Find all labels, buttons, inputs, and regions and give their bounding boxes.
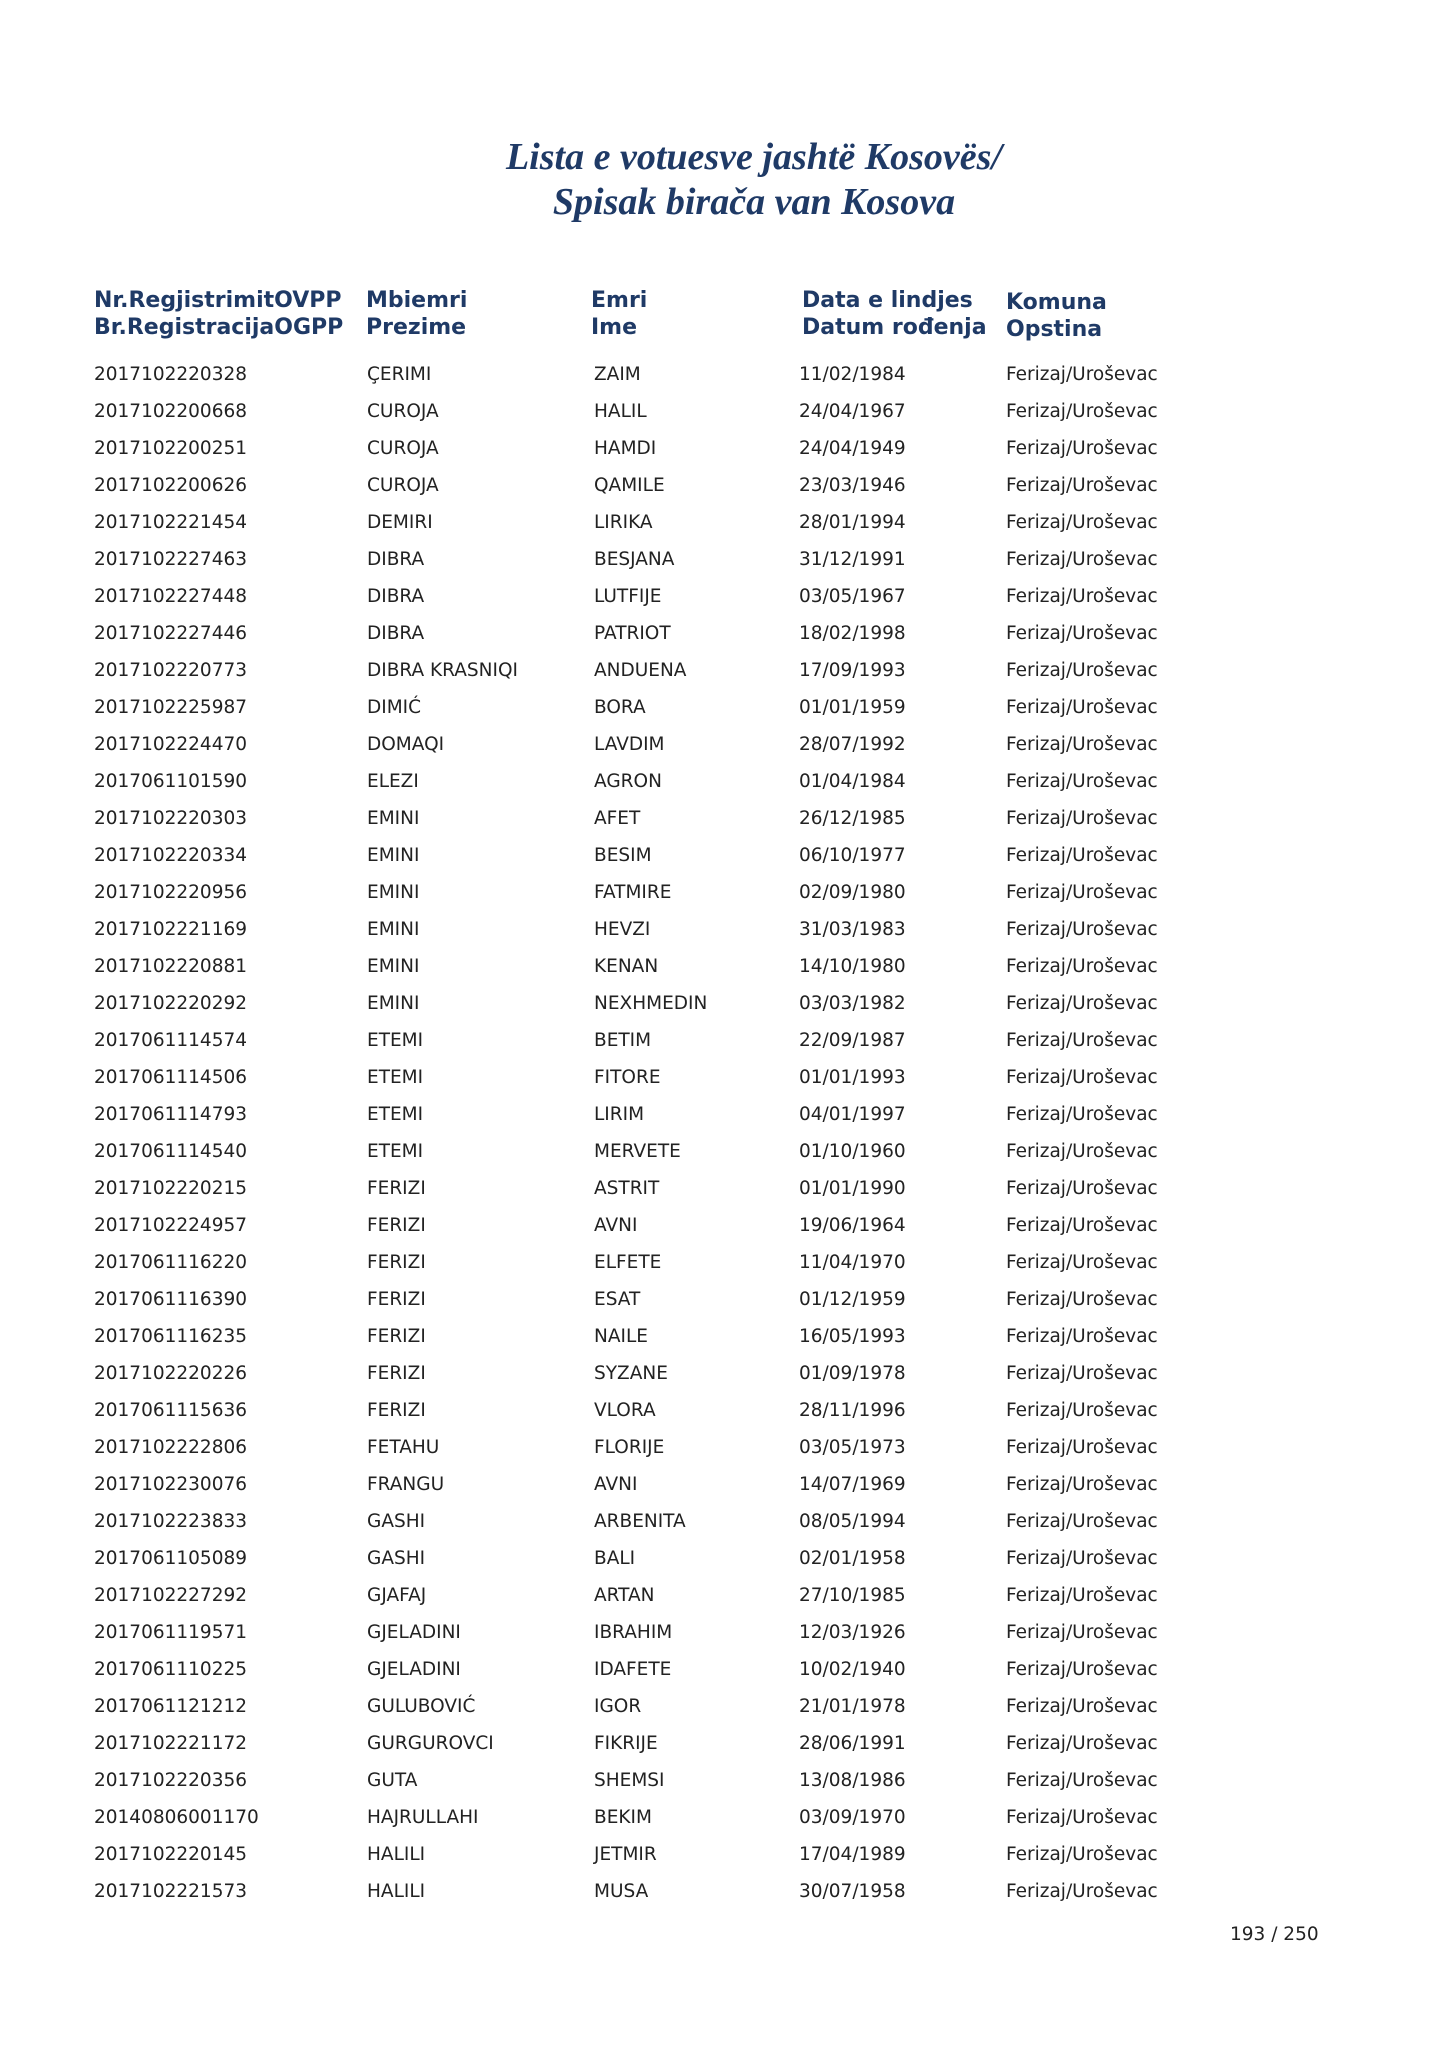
table-row [0, 1102, 1448, 1139]
cell-birth-date: 11/02/1984 [799, 364, 906, 385]
table-row [0, 1435, 1448, 1472]
cell-given-name: NAILE [594, 1326, 648, 1347]
cell-registration-number: 2017102227448 [94, 586, 248, 607]
cell-surname: FERIZI [367, 1400, 426, 1421]
cell-municipality: Ferizaj/Uroševac [1006, 549, 1158, 570]
table-row [0, 1213, 1448, 1250]
cell-municipality: Ferizaj/Uroševac [1006, 1400, 1158, 1421]
cell-municipality: Ferizaj/Uroševac [1006, 1622, 1158, 1643]
cell-birth-date: 31/12/1991 [799, 549, 906, 570]
table-row [0, 1620, 1448, 1657]
cell-birth-date: 02/01/1958 [799, 1548, 906, 1569]
cell-given-name: BESIM [594, 845, 652, 866]
cell-birth-date: 30/07/1958 [799, 1881, 906, 1902]
cell-given-name: HALIL [594, 401, 647, 422]
cell-given-name: SHEMSI [594, 1770, 665, 1791]
cell-given-name: ESAT [594, 1289, 641, 1310]
table-row [0, 1065, 1448, 1102]
cell-registration-number: 2017061116390 [94, 1289, 248, 1310]
cell-municipality: Ferizaj/Uroševac [1006, 1178, 1158, 1199]
cell-municipality: Ferizaj/Uroševac [1006, 1437, 1158, 1458]
cell-registration-number: 2017102221454 [94, 512, 248, 533]
cell-birth-date: 12/03/1926 [799, 1622, 906, 1643]
cell-municipality: Ferizaj/Uroševac [1006, 808, 1158, 829]
cell-birth-date: 24/04/1949 [799, 438, 906, 459]
cell-municipality: Ferizaj/Uroševac [1006, 1511, 1158, 1532]
cell-birth-date: 26/12/1985 [799, 808, 906, 829]
cell-surname: DEMIRI [367, 512, 433, 533]
cell-municipality: Ferizaj/Uroševac [1006, 1696, 1158, 1717]
cell-surname: ETEMI [367, 1067, 424, 1088]
cell-given-name: LIRIKA [594, 512, 653, 533]
cell-surname: DIMIĆ [367, 697, 422, 718]
cell-surname: EMINI [367, 808, 420, 829]
column-header-surname [366, 287, 467, 341]
cell-given-name: ELFETE [594, 1252, 662, 1273]
cell-municipality: Ferizaj/Uroševac [1006, 1104, 1158, 1125]
table-row [0, 880, 1448, 917]
column-header-municipality [1006, 289, 1107, 343]
cell-surname: EMINI [367, 845, 420, 866]
cell-municipality: Ferizaj/Uroševac [1006, 919, 1158, 940]
cell-registration-number: 2017102220773 [94, 660, 248, 681]
cell-surname: FERIZI [367, 1215, 426, 1236]
cell-municipality: Ferizaj/Uroševac [1006, 438, 1158, 459]
cell-registration-number: 2017061114506 [94, 1067, 248, 1088]
cell-birth-date: 13/08/1986 [799, 1770, 906, 1791]
cell-birth-date: 01/12/1959 [799, 1289, 906, 1310]
cell-registration-number: 2017102227463 [94, 549, 248, 570]
cell-municipality: Ferizaj/Uroševac [1006, 1733, 1158, 1754]
cell-surname: HALILI [367, 1844, 426, 1865]
cell-municipality: Ferizaj/Uroševac [1006, 586, 1158, 607]
table-row [0, 547, 1448, 584]
cell-registration-number: 2017061116235 [94, 1326, 248, 1347]
cell-birth-date: 31/03/1983 [799, 919, 906, 940]
cell-municipality: Ferizaj/Uroševac [1006, 1585, 1158, 1606]
cell-given-name: PATRIOT [594, 623, 671, 644]
table-row [0, 769, 1448, 806]
cell-municipality: Ferizaj/Uroševac [1006, 1141, 1158, 1162]
cell-surname: DIBRA KRASNIQI [367, 660, 518, 681]
cell-surname: DIBRA [367, 586, 425, 607]
cell-municipality: Ferizaj/Uroševac [1006, 1844, 1158, 1865]
table-row [0, 584, 1448, 621]
table-row [0, 1398, 1448, 1435]
cell-municipality: Ferizaj/Uroševac [1006, 401, 1158, 422]
cell-given-name: AGRON [594, 771, 662, 792]
cell-birth-date: 16/05/1993 [799, 1326, 906, 1347]
cell-surname: FERIZI [367, 1178, 426, 1199]
cell-birth-date: 19/06/1964 [799, 1215, 906, 1236]
table-row [0, 732, 1448, 769]
cell-surname: GJELADINI [367, 1659, 461, 1680]
cell-given-name: VLORA [594, 1400, 656, 1421]
cell-registration-number: 2017061116220 [94, 1252, 248, 1273]
table-row [0, 399, 1448, 436]
table-row [0, 806, 1448, 843]
cell-given-name: JETMIR [594, 1844, 657, 1865]
cell-registration-number: 2017102222806 [94, 1437, 248, 1458]
cell-municipality: Ferizaj/Uroševac [1006, 1326, 1158, 1347]
cell-registration-number: 2017102220956 [94, 882, 248, 903]
cell-given-name: BESJANA [594, 549, 675, 570]
cell-registration-number: 2017061101590 [94, 771, 248, 792]
table-row [0, 1583, 1448, 1620]
cell-given-name: FIKRIJE [594, 1733, 658, 1754]
table-row [0, 621, 1448, 658]
cell-municipality: Ferizaj/Uroševac [1006, 623, 1158, 644]
table-row [0, 1768, 1448, 1805]
cell-surname: ETEMI [367, 1141, 424, 1162]
cell-registration-number: 2017102220226 [94, 1363, 248, 1384]
cell-birth-date: 28/01/1994 [799, 512, 906, 533]
cell-surname: ETEMI [367, 1030, 424, 1051]
cell-registration-number: 2017061114574 [94, 1030, 248, 1051]
cell-surname: EMINI [367, 956, 420, 977]
table-row [0, 1250, 1448, 1287]
column-header-municipality-line-1: Komuna [1006, 290, 1107, 315]
cell-birth-date: 03/09/1970 [799, 1807, 906, 1828]
cell-birth-date: 03/05/1967 [799, 586, 906, 607]
table-row [0, 991, 1448, 1028]
cell-registration-number: 2017102200668 [94, 401, 248, 422]
cell-given-name: BALI [594, 1548, 636, 1569]
cell-given-name: KENAN [594, 956, 659, 977]
cell-registration-number: 2017102225987 [94, 697, 248, 718]
cell-registration-number: 2017102227446 [94, 623, 248, 644]
cell-surname: GASHI [367, 1511, 426, 1532]
cell-municipality: Ferizaj/Uroševac [1006, 697, 1158, 718]
cell-surname: DOMAQI [367, 734, 445, 755]
cell-registration-number: 20140806001170 [94, 1807, 259, 1828]
cell-municipality: Ferizaj/Uroševac [1006, 1881, 1158, 1902]
cell-municipality: Ferizaj/Uroševac [1006, 956, 1158, 977]
table-row [0, 362, 1448, 399]
table-row [0, 1324, 1448, 1361]
table-row [0, 1139, 1448, 1176]
cell-given-name: QAMILE [594, 475, 665, 496]
cell-given-name: BETIM [594, 1030, 652, 1051]
cell-registration-number: 2017061105089 [94, 1548, 248, 1569]
cell-registration-number: 2017102224470 [94, 734, 248, 755]
cell-given-name: ZAIM [594, 364, 641, 385]
cell-birth-date: 14/07/1969 [799, 1474, 906, 1495]
cell-surname: CUROJA [367, 401, 439, 422]
cell-birth-date: 06/10/1977 [799, 845, 906, 866]
cell-municipality: Ferizaj/Uroševac [1006, 1548, 1158, 1569]
cell-municipality: Ferizaj/Uroševac [1006, 1030, 1158, 1051]
cell-given-name: AFET [594, 808, 641, 829]
cell-surname: EMINI [367, 919, 420, 940]
cell-birth-date: 01/09/1978 [799, 1363, 906, 1384]
cell-surname: GJAFAJ [367, 1585, 427, 1606]
cell-birth-date: 22/09/1987 [799, 1030, 906, 1051]
column-header-birthdate-line-1: Data e lindjes [802, 288, 973, 313]
cell-given-name: IBRAHIM [594, 1622, 673, 1643]
cell-birth-date: 01/01/1993 [799, 1067, 906, 1088]
cell-birth-date: 14/10/1980 [799, 956, 906, 977]
cell-municipality: Ferizaj/Uroševac [1006, 1659, 1158, 1680]
cell-surname: FERIZI [367, 1363, 426, 1384]
cell-birth-date: 28/07/1992 [799, 734, 906, 755]
table-row [0, 1694, 1448, 1731]
cell-given-name: ASTRIT [594, 1178, 660, 1199]
cell-registration-number: 2017061115636 [94, 1400, 248, 1421]
cell-surname: FETAHU [367, 1437, 440, 1458]
page-number: 193 / 250 [1230, 1924, 1319, 1945]
cell-surname: EMINI [367, 993, 420, 1014]
cell-surname: FERIZI [367, 1252, 426, 1273]
page-title-line-1: Lista e votuesve jashtë Kosovës/ [505, 136, 1003, 178]
cell-surname: HAJRULLAHI [367, 1807, 479, 1828]
cell-surname: FERIZI [367, 1289, 426, 1310]
cell-registration-number: 2017061114793 [94, 1104, 248, 1125]
column-header-name [591, 287, 647, 341]
cell-surname: FRANGU [367, 1474, 445, 1495]
cell-given-name: IGOR [594, 1696, 642, 1717]
cell-municipality: Ferizaj/Uroševac [1006, 475, 1158, 496]
cell-registration-number: 2017102200251 [94, 438, 248, 459]
cell-registration-number: 2017061121212 [94, 1696, 248, 1717]
cell-surname: EMINI [367, 882, 420, 903]
cell-registration-number: 2017102223833 [94, 1511, 248, 1532]
table-row [0, 954, 1448, 991]
cell-municipality: Ferizaj/Uroševac [1006, 1289, 1158, 1310]
column-header-registration [94, 287, 343, 341]
cell-registration-number: 2017102227292 [94, 1585, 248, 1606]
cell-municipality: Ferizaj/Uroševac [1006, 771, 1158, 792]
cell-given-name: FITORE [594, 1067, 661, 1088]
cell-given-name: NEXHMEDIN [594, 993, 708, 1014]
cell-municipality: Ferizaj/Uroševac [1006, 734, 1158, 755]
cell-registration-number: 2017102224957 [94, 1215, 248, 1236]
cell-registration-number: 2017102221573 [94, 1881, 248, 1902]
cell-given-name: HAMDI [594, 438, 657, 459]
cell-birth-date: 01/04/1984 [799, 771, 906, 792]
cell-municipality: Ferizaj/Uroševac [1006, 660, 1158, 681]
column-header-surname-line-1: Mbiemri [366, 288, 468, 313]
cell-birth-date: 17/09/1993 [799, 660, 906, 681]
cell-birth-date: 08/05/1994 [799, 1511, 906, 1532]
cell-birth-date: 01/01/1990 [799, 1178, 906, 1199]
cell-registration-number: 2017102220145 [94, 1844, 248, 1865]
cell-municipality: Ferizaj/Uroševac [1006, 1252, 1158, 1273]
cell-registration-number: 2017102220303 [94, 808, 248, 829]
cell-surname: DIBRA [367, 549, 425, 570]
cell-surname: FERIZI [367, 1326, 426, 1347]
cell-given-name: ANDUENA [594, 660, 687, 681]
table-row [0, 658, 1448, 695]
table-row [0, 843, 1448, 880]
table-row [0, 1176, 1448, 1213]
cell-birth-date: 10/02/1940 [799, 1659, 906, 1680]
cell-municipality: Ferizaj/Uroševac [1006, 993, 1158, 1014]
cell-birth-date: 04/01/1997 [799, 1104, 906, 1125]
cell-surname: ETEMI [367, 1104, 424, 1125]
cell-surname: ÇERIMI [367, 364, 432, 385]
table-row [0, 1842, 1448, 1879]
cell-registration-number: 2017102220292 [94, 993, 248, 1014]
cell-municipality: Ferizaj/Uroševac [1006, 882, 1158, 903]
cell-surname: GASHI [367, 1548, 426, 1569]
cell-registration-number: 2017102221172 [94, 1733, 248, 1754]
column-header-name-line-2: Ime [591, 315, 638, 340]
cell-birth-date: 23/03/1946 [799, 475, 906, 496]
cell-municipality: Ferizaj/Uroševac [1006, 364, 1158, 385]
table-row [0, 1287, 1448, 1324]
cell-given-name: LIRIM [594, 1104, 645, 1125]
cell-registration-number: 2017102200626 [94, 475, 248, 496]
cell-registration-number: 2017061110225 [94, 1659, 248, 1680]
cell-given-name: FLORIJE [594, 1437, 665, 1458]
table-row [0, 1361, 1448, 1398]
column-header-birthdate [802, 287, 987, 341]
column-header-registration-line-1: Nr.RegjistrimitOVPP [94, 288, 342, 313]
cell-surname: ELEZI [367, 771, 419, 792]
cell-surname: GJELADINI [367, 1622, 461, 1643]
table-row [0, 917, 1448, 954]
table-row [0, 695, 1448, 732]
cell-registration-number: 2017102220356 [94, 1770, 248, 1791]
cell-registration-number: 2017061114540 [94, 1141, 248, 1162]
cell-municipality: Ferizaj/Uroševac [1006, 1215, 1158, 1236]
cell-municipality: Ferizaj/Uroševac [1006, 1067, 1158, 1088]
cell-given-name: BEKIM [594, 1807, 652, 1828]
cell-birth-date: 21/01/1978 [799, 1696, 906, 1717]
cell-surname: GULUBOVIĆ [367, 1696, 476, 1717]
cell-given-name: AVNI [594, 1215, 638, 1236]
table-row [0, 1657, 1448, 1694]
cell-birth-date: 17/04/1989 [799, 1844, 906, 1865]
cell-birth-date: 24/04/1967 [799, 401, 906, 422]
cell-registration-number: 2017102220328 [94, 364, 248, 385]
cell-municipality: Ferizaj/Uroševac [1006, 1363, 1158, 1384]
cell-given-name: MUSA [594, 1881, 649, 1902]
cell-given-name: BORA [594, 697, 646, 718]
cell-given-name: ARBENITA [594, 1511, 686, 1532]
cell-surname: HALILI [367, 1881, 426, 1902]
cell-surname: CUROJA [367, 475, 439, 496]
cell-given-name: AVNI [594, 1474, 638, 1495]
table-row [0, 1546, 1448, 1583]
cell-registration-number: 2017102220881 [94, 956, 248, 977]
cell-birth-date: 03/05/1973 [799, 1437, 906, 1458]
cell-registration-number: 2017102220215 [94, 1178, 248, 1199]
column-header-birthdate-line-2: Datum rođenja [802, 315, 987, 340]
cell-birth-date: 28/06/1991 [799, 1733, 906, 1754]
cell-birth-date: 02/09/1980 [799, 882, 906, 903]
table-row [0, 436, 1448, 473]
cell-registration-number: 2017102220334 [94, 845, 248, 866]
table-row [0, 473, 1448, 510]
table-row [0, 1805, 1448, 1842]
cell-surname: GURGUROVCI [367, 1733, 494, 1754]
column-header-surname-line-2: Prezime [366, 315, 467, 340]
cell-given-name: IDAFETE [594, 1659, 672, 1680]
cell-birth-date: 28/11/1996 [799, 1400, 906, 1421]
table-row [0, 1509, 1448, 1546]
cell-municipality: Ferizaj/Uroševac [1006, 1474, 1158, 1495]
cell-given-name: MERVETE [594, 1141, 681, 1162]
cell-birth-date: 01/10/1960 [799, 1141, 906, 1162]
cell-municipality: Ferizaj/Uroševac [1006, 512, 1158, 533]
cell-registration-number: 2017102221169 [94, 919, 248, 940]
cell-birth-date: 11/04/1970 [799, 1252, 906, 1273]
cell-given-name: LUTFIJE [594, 586, 662, 607]
table-row [0, 1879, 1448, 1916]
cell-registration-number: 2017061119571 [94, 1622, 248, 1643]
page-title-line-2: Spisak birača van Kosova [552, 181, 956, 223]
cell-given-name: ARTAN [594, 1585, 655, 1606]
table-row [0, 1731, 1448, 1768]
cell-birth-date: 03/03/1982 [799, 993, 906, 1014]
table-row [0, 1472, 1448, 1509]
table-row [0, 510, 1448, 547]
cell-registration-number: 2017102230076 [94, 1474, 248, 1495]
column-header-municipality-line-2: Opstina [1006, 317, 1103, 342]
cell-surname: CUROJA [367, 438, 439, 459]
column-header-registration-line-2: Br.RegistracijaOGPP [94, 315, 344, 340]
cell-given-name: LAVDIM [594, 734, 665, 755]
table-row [0, 1028, 1448, 1065]
cell-municipality: Ferizaj/Uroševac [1006, 1807, 1158, 1828]
cell-surname: DIBRA [367, 623, 425, 644]
cell-given-name: HEVZI [594, 919, 651, 940]
cell-birth-date: 01/01/1959 [799, 697, 906, 718]
column-header-name-line-1: Emri [591, 288, 648, 313]
cell-birth-date: 18/02/1998 [799, 623, 906, 644]
cell-given-name: SYZANE [594, 1363, 668, 1384]
cell-given-name: FATMIRE [594, 882, 672, 903]
cell-municipality: Ferizaj/Uroševac [1006, 1770, 1158, 1791]
cell-birth-date: 27/10/1985 [799, 1585, 906, 1606]
cell-municipality: Ferizaj/Uroševac [1006, 845, 1158, 866]
cell-surname: GUTA [367, 1770, 418, 1791]
